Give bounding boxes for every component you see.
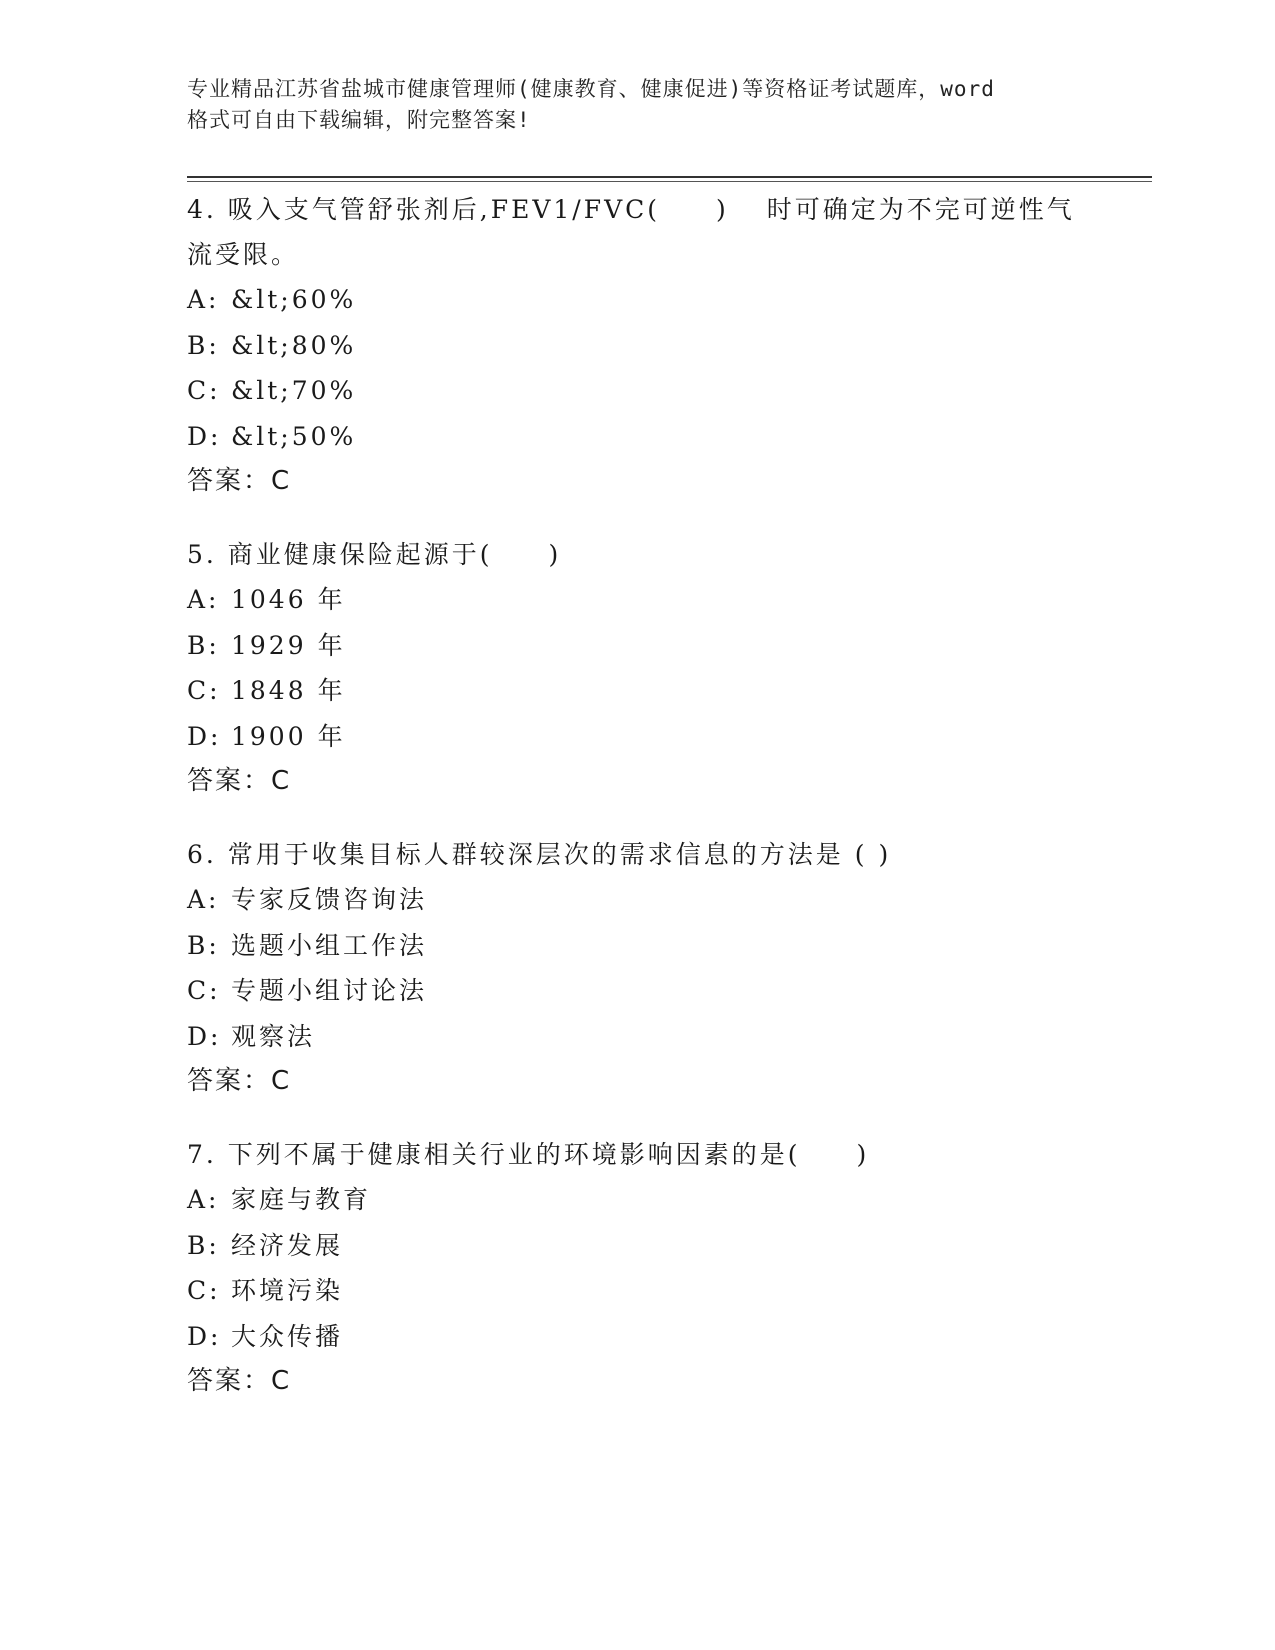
option-key: A: — [187, 585, 220, 614]
option-b — [187, 623, 1087, 669]
option-b — [187, 1223, 1087, 1269]
option-c — [187, 668, 1087, 714]
option-key: A: — [187, 1185, 220, 1214]
question-stem-part-2: 时可确定为不完可逆性气 — [766, 195, 1075, 224]
option-d — [187, 1314, 1087, 1360]
option-c — [187, 1268, 1087, 1314]
option-text: 1046 年 — [231, 585, 346, 614]
answer: 答案：C — [187, 1066, 292, 1096]
option-text: 专家反馈咨询法 — [231, 885, 428, 914]
header-divider-thin — [187, 181, 1152, 182]
option-key: D: — [187, 421, 222, 451]
question-7 — [187, 1132, 1087, 1404]
answer: 答案：C — [187, 466, 292, 496]
question-stem: 5. 商业健康保险起源于( ) — [187, 540, 562, 569]
question-stem: 7. 下列不属于健康相关行业的环境影响因素的是( ) — [187, 1140, 870, 1169]
option-c — [187, 368, 1087, 414]
header-line-2: 格式可自由下载编辑，附完整答案! — [187, 108, 531, 132]
question-list — [187, 187, 1087, 1404]
option-b — [187, 923, 1087, 969]
option-key: C: — [187, 1276, 221, 1305]
option-key: B: — [187, 1230, 220, 1260]
option-a — [187, 577, 1087, 623]
option-a — [187, 877, 1087, 923]
option-text: &lt;80% — [231, 330, 357, 360]
option-d — [187, 1014, 1087, 1060]
option-text: &lt;50% — [231, 421, 357, 451]
option-text: 选题小组工作法 — [231, 930, 428, 960]
option-b — [187, 323, 1087, 369]
option-key: D: — [187, 1021, 222, 1051]
question-4 — [187, 187, 1087, 504]
option-d — [187, 414, 1087, 460]
question-stem-continued: 流受限。 — [187, 240, 300, 269]
option-key: B: — [187, 330, 220, 360]
question-stem — [187, 187, 1087, 232]
option-a — [187, 1177, 1087, 1223]
option-a — [187, 277, 1087, 323]
option-key: C: — [187, 676, 221, 705]
question-stem: 6. 常用于收集目标人群较深层次的需求信息的方法是 ( ) — [187, 840, 892, 869]
option-key: D: — [187, 721, 222, 751]
answer: 答案：C — [187, 1366, 292, 1396]
document-header — [187, 74, 1087, 136]
answer: 答案：C — [187, 766, 292, 796]
header-line-1: 专业精品江苏省盐城市健康管理师(健康教育、健康促进)等资格证考试题库，word — [187, 77, 995, 101]
option-key: C: — [187, 976, 221, 1005]
option-text: 1848 年 — [231, 676, 346, 705]
option-key: B: — [187, 630, 220, 660]
option-key: A: — [187, 885, 220, 914]
question-6 — [187, 832, 1087, 1104]
option-text: 大众传播 — [231, 1321, 344, 1351]
option-text: 1929 年 — [231, 630, 346, 660]
option-c — [187, 968, 1087, 1014]
option-text: 经济发展 — [231, 1230, 344, 1260]
option-text: 专题小组讨论法 — [231, 976, 428, 1005]
option-text: 环境污染 — [231, 1276, 344, 1305]
option-text: 家庭与教育 — [231, 1185, 372, 1214]
option-text: &lt;70% — [231, 376, 357, 405]
question-stem-part-1: 4. 吸入支气管舒张剂后,FEV1/FVC( ) — [187, 195, 729, 224]
option-text: 1900 年 — [231, 721, 346, 751]
option-text: &lt;60% — [231, 285, 357, 314]
option-key: C: — [187, 376, 221, 405]
option-d — [187, 714, 1087, 760]
option-key: D: — [187, 1321, 222, 1351]
option-text: 观察法 — [231, 1021, 316, 1051]
option-key: B: — [187, 930, 220, 960]
option-key: A: — [187, 285, 220, 314]
header-divider-thick — [187, 176, 1152, 178]
question-5 — [187, 532, 1087, 804]
